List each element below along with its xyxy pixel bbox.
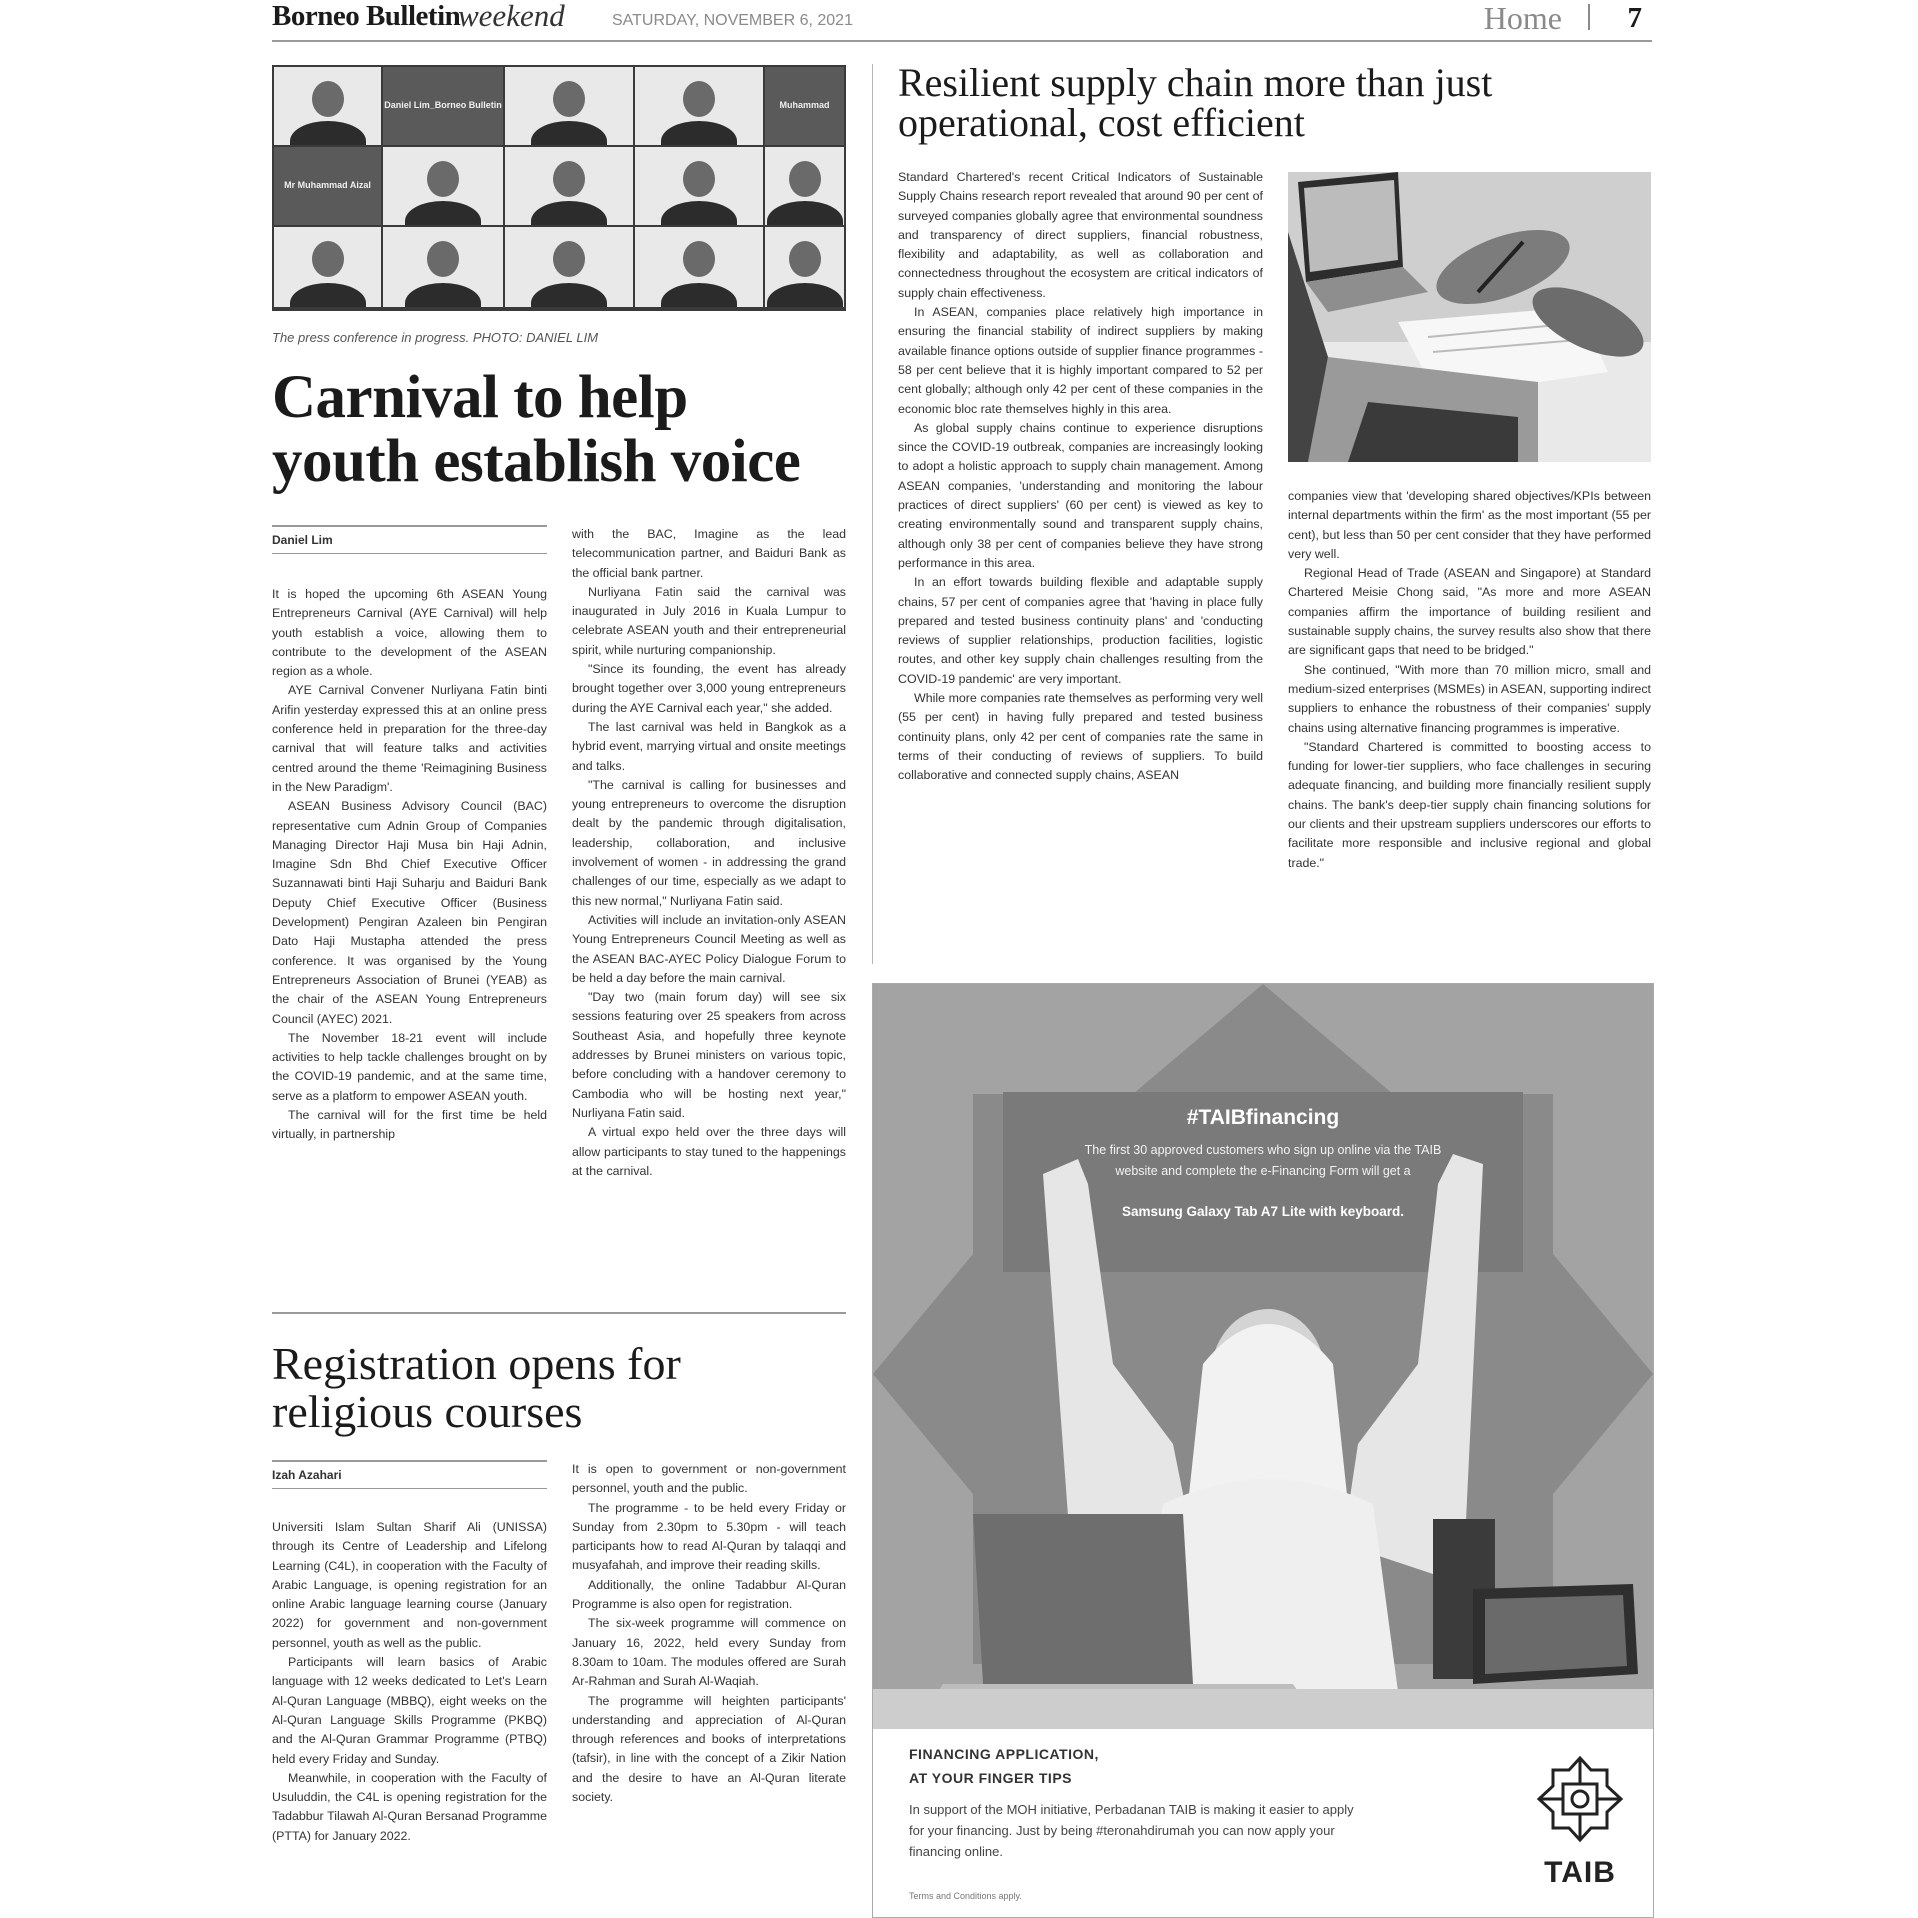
paragraph: Standard Chartered's recent Critical Indicators of Sustainable Supply Chains research report revealed that around 90 per cent of surveyed companies globally agree that environmental soundness and transparency of direct suppliers, financial robustness, flexibility and adaptability, as well as collaboration and connectedness throughout the ecosystem are critical indicators of supply chain effectiveness.	[898, 170, 1263, 300]
column-divider	[872, 64, 873, 964]
supply-column-1	[898, 168, 1263, 961]
paragraph: A virtual expo held over the three days will allow participants to stay tuned to the happenings at the carnival.	[572, 1125, 846, 1178]
page-number: 7	[1627, 2, 1642, 34]
advert-prize: Samsung Galaxy Tab A7 Lite with keyboard.	[1121, 1204, 1405, 1219]
taib-advert[interactable]	[872, 983, 1654, 1918]
carnival-headline: Carnival to help youth establish voice	[272, 364, 801, 495]
paragraph: The last carnival was held in Bangkok as a hybrid event, marrying virtual and onsite meetings and talks.	[572, 719, 846, 773]
supply-headline: Resilient supply chain more than just operational, cost efficient	[898, 60, 1493, 145]
participant-tile	[505, 227, 633, 307]
participant-tile	[505, 67, 633, 145]
participant-tile	[765, 67, 844, 145]
byline-author: Daniel Lim	[272, 533, 333, 547]
paragraph: Meanwhile, in cooperation with the Faculty of Usuluddin, the C4L is opening registration for the Tadabbur Tilawah Al-Quran Bersanad Programme (PTTA) for January 2022.	[272, 1770, 547, 1843]
advert-fine-print: Terms and Conditions apply.	[909, 1891, 1022, 1901]
participant-tile	[635, 227, 763, 307]
press-conference-photo	[272, 65, 846, 311]
masthead	[272, 0, 1652, 42]
carnival-column-1	[272, 585, 547, 1295]
paragraph: ASEAN Business Advisory Council (BAC) representative cum Adnin Group of Companies Managing Director Haji Musa bin Haji Adnin, Imagine Sdn Bhd Chief Executive Officer Suzannawati binti Haji Suharju and Baiduri Bank Deputy Chief Executive Officer (Business Development) Pengiran Azaleen bin Pengiran Dato Haji Mustapha attended the press conference. It was organised by the Young Entrepreneurs Association of Brunei (YEAB) as the chair of the ASEAN Young Entrepreneurs Council (AYEC) 2021.	[272, 799, 547, 1026]
section-name: Home	[1483, 0, 1562, 36]
paragraph: The six-week programme will commence on January 16, 2022, held every Sunday from 8.30am to 10am. The modules offered are Surah Ar-Rahman and Surah Al-Waqiah.	[572, 1616, 846, 1689]
masthead-separator	[1588, 4, 1590, 30]
participant-tile	[274, 227, 381, 307]
advert-heading-line1: FINANCING APPLICATION,	[909, 1746, 1099, 1762]
paragraph: She continued, "With more than 70 million micro, small and medium-sized enterprises (MSMEs) in ASEAN, supporting indirect suppliers to enhance the robustness of their companies' supply chains using alternative financing programmes is imperative.	[1288, 662, 1651, 735]
paragraph: The carnival will for the first time be held virtually, in partnership	[272, 1108, 547, 1142]
participant-tile	[383, 227, 503, 307]
masthead-brand: Borneo Bulletin	[272, 0, 461, 32]
advert-hashtag: #TAIBfinancing	[1186, 1106, 1340, 1129]
paragraph: "The carnival is calling for businesses and young entrepreneurs to overcome the disruption dealt by the pandemic through digitalisation, leadership, collaboration, and inclusive involvement of women - in addressing the grand challenges of our time, especially as we adapt to this new normal," Nurliyana Fatin said.	[572, 777, 846, 908]
paragraph: The November 18-21 event will include activities to help tackle challenges brought on by the COVID-19 pandemic, and at the same time, serve as a platform to empower ASEAN youth.	[272, 1030, 547, 1103]
paragraph: Nurliyana Fatin said the carnival was inaugurated in July 2016 in Kuala Lumpur to celebrate ASEAN youth and their entrepreneurial spirit, while nurturing companionship.	[572, 584, 846, 657]
paragraph: Regional Head of Trade (ASEAN and Singapore) at Standard Chartered Meisie Chong said, "As more and more ASEAN companies affirm the importance of building resilient and sustainable supply chains, the survey results also show that there are significant gaps that need to be bridged."	[1288, 566, 1651, 658]
advert-photo	[873, 984, 1653, 1729]
carnival-column-2	[572, 525, 846, 1295]
participant-name: Muhammad	[779, 99, 830, 110]
taib-logo-icon	[1529, 1754, 1631, 1844]
religious-byline	[272, 1460, 547, 1489]
religious-column-1	[272, 1518, 547, 1914]
participant-tile	[635, 147, 763, 225]
paragraph: Activities will include an invitation-only ASEAN Young Entrepreneurs Council Meeting as well as the ASEAN BAC-AYEC Policy Dialogue Forum to be held a day before the main carnival.	[572, 912, 846, 985]
paragraph: In an effort towards building flexible and adaptable supply chains, 57 per cent of companies agree that 'having in place fully prepared and tested business continuity plans' and 'conducting reviews of supplier relationships, production facilities, logistic routes, and other key supply chain challenges resulting from the COVID-19 pandemic' are very important.	[898, 575, 1263, 686]
masthead-date: SATURDAY, NOVEMBER 6, 2021	[612, 12, 853, 29]
participant-tile	[765, 227, 844, 307]
religious-headline: Registration opens for religious courses	[272, 1338, 681, 1437]
paragraph: "Standard Chartered is committed to boosting access to funding for lower-tier suppliers, who face challenges in securing adequate financing, and building more financially resilient supply chains. The bank's deep-tier supply chain financing solutions for our clients and their upstream suppliers underscores our efforts to facilitate more responsible and inclusive regional and global trade."	[1288, 739, 1651, 870]
paragraph: companies view that 'developing shared objectives/KPIs between internal departments within the firm' as the most important (55 per cent), but less than 50 per cent consider that they have performed very well.	[1288, 489, 1651, 561]
paragraph: Universiti Islam Sultan Sharif Ali (UNISSA) through its Centre of Leadership and Lifelong Learning (C4L), in cooperation with the Faculty of Arabic Language, is opening registration for an online Arabic language learning course (January 2022) for government and non-government personnel, youth as well as the public.	[272, 1520, 547, 1650]
participant-tile	[274, 147, 381, 225]
masthead-brand-suffix: weekend	[458, 0, 565, 33]
advert-heading-line2: AT YOUR FINGER TIPS	[909, 1770, 1072, 1786]
paragraph: with the BAC, Imagine as the lead telecommunication partner, and Baiduri Bank as the official bank partner.	[572, 527, 846, 580]
religious-column-2	[572, 1460, 846, 1914]
paragraph: It is open to government or non-government personnel, youth and the public.	[572, 1462, 846, 1496]
laptop-illustration	[1288, 172, 1651, 462]
paragraph: It is hoped the upcoming 6th ASEAN Young Entrepreneurs Carnival (AYE Carnival) will help youth establish a voice, allowing them to contribute to the development of the ASEAN region as a whole.	[272, 587, 547, 679]
photo-caption: The press conference in progress. PHOTO: DANIEL LIM	[272, 330, 599, 345]
participant-tile	[635, 67, 763, 145]
paragraph: "Day two (main forum day) will see six sessions featuring over 25 speakers from across Southeast Asia, and hopefully three keynote addresses by Brunei ministers on various topic, before concluding with a handover ceremony to Cambodia who will be hosting next year," Nurliyana Fatin said.	[572, 990, 846, 1120]
advert-promo: The first 30 approved customers who sign up online via the TAIB website and complete the e-Financing Form will get a	[1084, 1143, 1442, 1178]
paragraph: The programme - to be held every Friday or Sunday from 2.30pm to 5.30pm - will teach participants how to read Al-Quran by talaqqi and musyafahah, and improve their reading skills.	[572, 1500, 846, 1573]
advert-heading	[909, 1742, 1099, 1790]
laptop-photo	[1288, 172, 1651, 462]
participant-name: Mr Muhammad Aizal	[284, 179, 371, 190]
story-divider	[272, 1312, 846, 1314]
paragraph: As global supply chains continue to experience disruptions since the COVID-19 outbreak, companies are increasingly looking to adopt a holistic approach to supply chain management. Among ASEAN companies, 'understanding and monitoring the labour practices of direct suppliers' (60 per cent) is viewed as key to creating environmentally sound and transparent supply chains, although only 38 per cent of companies believe they have strong performance in this area.	[898, 420, 1263, 570]
participant-name: Daniel Lim_Borneo Bulletin	[384, 99, 502, 110]
participant-tile	[383, 147, 503, 225]
masthead-rule	[272, 40, 1652, 42]
supply-column-2	[1288, 487, 1651, 961]
paragraph: While more companies rate themselves as performing very well (55 per cent) in having fully prepared and tested business continuity plans, only 42 per cent of companies rate the same in terms of their conducting of reviews of suppliers. To build collaborative and connected supply chains, ASEAN	[898, 691, 1263, 783]
paragraph: The programme will heighten participants' understanding and appreciation of Al-Quran through references and books of interpretations (tafsir), in line with the concept of a Zikir Nation and the desire to have an Al-Quran literate society.	[572, 1693, 846, 1805]
participant-tile	[383, 67, 503, 145]
taib-logo-text: TAIB	[1544, 1856, 1616, 1889]
paragraph: AYE Carnival Convener Nurliyana Fatin binti Arifin yesterday expressed this at an online press conference held in preparation for the three-day carnival that will feature talks and activities centred around the theme 'Reimagining Business in the New Paradigm'.	[272, 683, 547, 794]
participant-tile	[765, 147, 844, 225]
advert-illustration	[873, 984, 1653, 1729]
advert-body: In support of the MOH initiative, Perbadanan TAIB is making it easier to apply for your financing. Just by being #teronahdirumah you can now apply your financing online.	[909, 1802, 1354, 1859]
paragraph: Participants will learn basics of Arabic language with 12 weeks dedicated to Let's Learn Al-Quran Language (MBBQ), eight weeks on the Al-Quran Language Skills Programme (PKBQ) and the Al-Quran Grammar Programme (PTBQ) held every Friday and Sunday.	[272, 1655, 547, 1766]
byline-author: Izah Azahari	[272, 1468, 342, 1482]
carnival-byline	[272, 525, 547, 554]
participant-tile	[274, 67, 381, 145]
paragraph: In ASEAN, companies place relatively high importance in ensuring the financial stability of indirect suppliers by making available finance options outside of supplier finance programmes - 58 per cent believe that it is highly important compared to 52 per cent globally; although only 42 per cent of these companies in the economic bloc rate themselves highly in this area.	[898, 305, 1263, 416]
participant-tile	[505, 147, 633, 225]
paragraph: Additionally, the online Tadabbur Al-Quran Programme is also open for registration.	[572, 1577, 846, 1612]
paragraph: "Since its founding, the event has already brought together over 3,000 young entrepreneurs during the AYE Carnival each year," she added.	[572, 662, 846, 715]
